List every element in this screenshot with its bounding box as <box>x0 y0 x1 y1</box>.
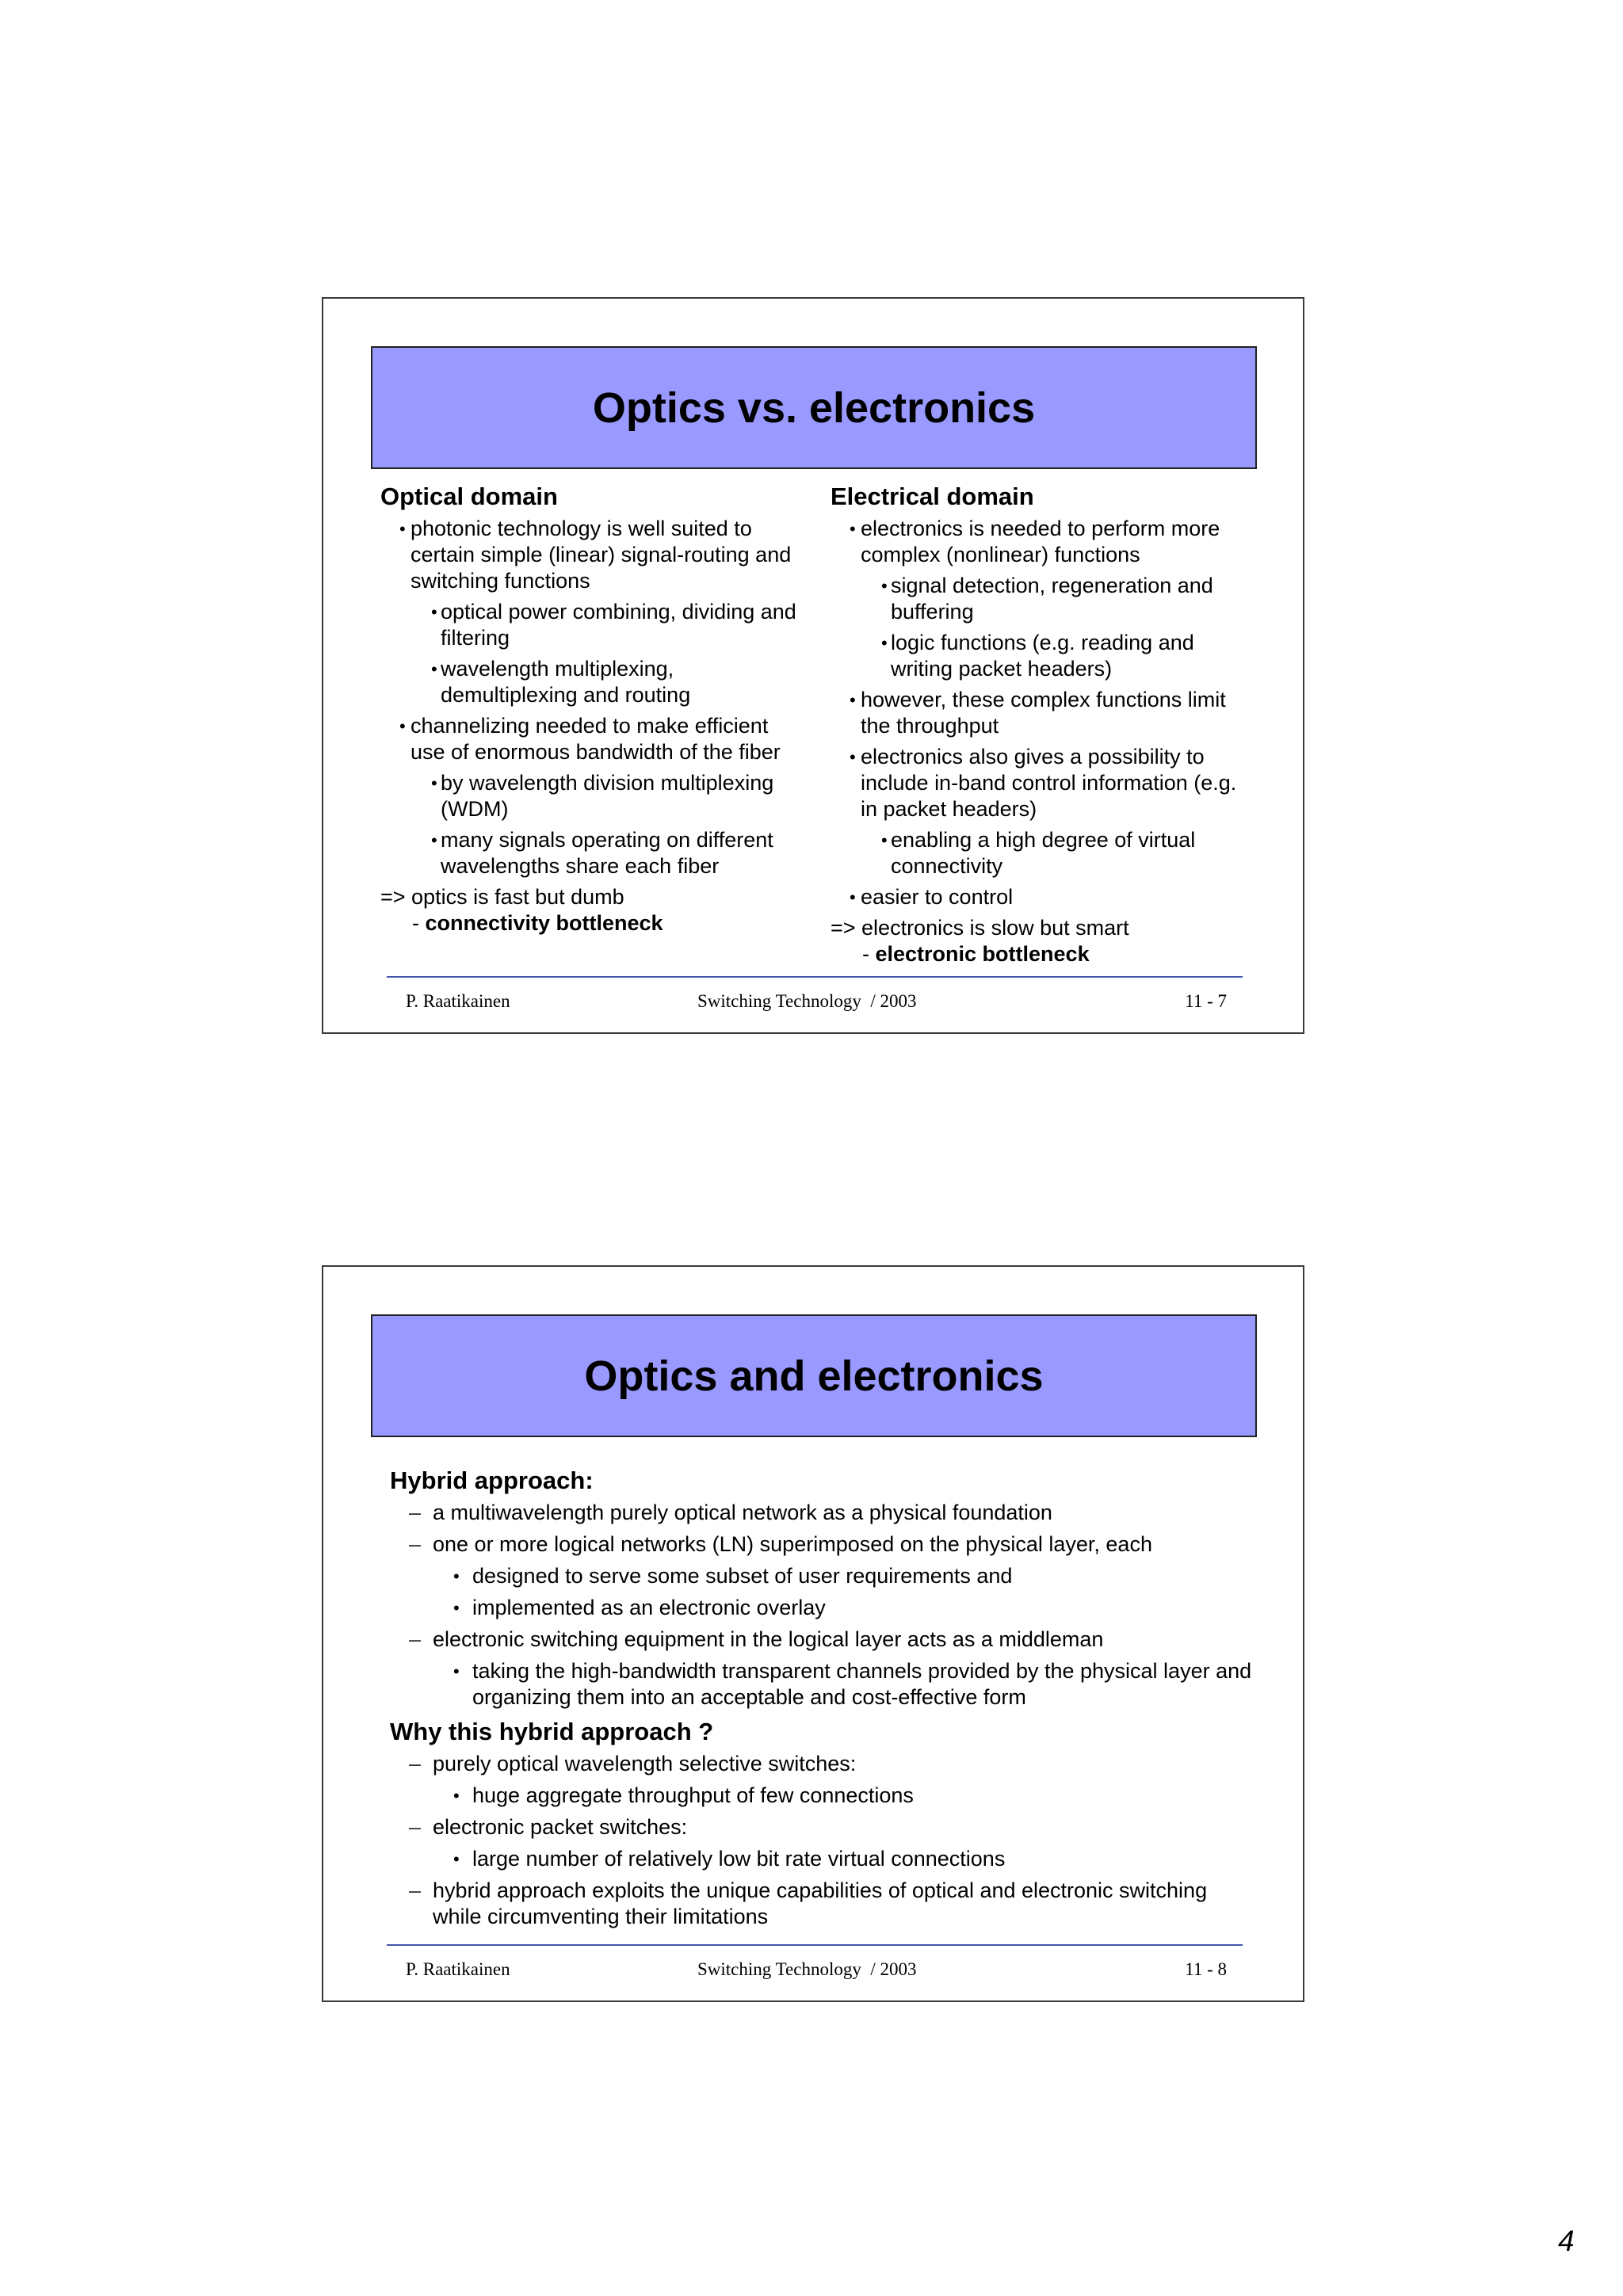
list-item: • electronics also gives a possibility to include in-band control information (e.g. in packet headers) <box>831 744 1258 822</box>
list-item: • optical power combining, dividing and filtering <box>380 599 808 651</box>
electrical-domain-column <box>831 481 1258 967</box>
footer-divider <box>387 976 1243 978</box>
list-item: • electronics is needed to perform more complex (nonlinear) functions <box>831 516 1258 568</box>
list-item: – one or more logical networks (LN) superimposed on the physical layer, each <box>390 1531 1262 1558</box>
list-item: • implemented as an electronic overlay <box>390 1595 1262 1621</box>
list-item: • channelizing needed to make efficient use of enormous bandwidth of the fiber <box>380 713 808 765</box>
list-item: • taking the high-bandwidth transparent channels provided by the physical layer and organizing them into an acceptable and cost-effective form <box>390 1658 1262 1711</box>
bullet-list <box>380 516 808 879</box>
list-item: • easier to control <box>831 884 1258 910</box>
list-item: – purely optical wavelength selective switches: <box>390 1751 1262 1777</box>
slide-optics-vs-electronics <box>322 297 1304 1034</box>
section-heading: Why this hybrid approach ? <box>390 1718 714 1745</box>
footer-divider <box>387 1944 1243 1946</box>
list-item: • signal detection, regeneration and buffering <box>831 573 1258 625</box>
footer-author: P. Raatikainen <box>406 991 510 1011</box>
slide-body <box>390 1465 1262 1936</box>
footer-slide-number: 11 - 8 <box>1185 1959 1227 1979</box>
slide-title-box <box>371 346 1257 469</box>
slide-title: Optics and electronics <box>584 1352 1044 1400</box>
optical-domain-column <box>380 481 808 936</box>
column-heading: Electrical domain <box>831 482 1034 510</box>
list-item: • huge aggregate throughput of few connections <box>390 1783 1262 1809</box>
list-item: • large number of relatively low bit rate virtual connections <box>390 1846 1262 1872</box>
list-item: • many signals operating on different wavelengths share each fiber <box>380 827 808 879</box>
conclusion-dash: - <box>862 942 876 966</box>
item-list <box>390 1751 1262 1930</box>
list-item: • enabling a high degree of virtual connectivity <box>831 827 1258 879</box>
footer-course: Switching Technology / 2003 <box>697 991 917 1011</box>
conclusion-sub <box>831 941 1258 967</box>
section-heading: Hybrid approach: <box>390 1466 594 1494</box>
footer-course: Switching Technology / 2003 <box>697 1959 917 1979</box>
list-item: • by wavelength division multiplexing (WDM) <box>380 770 808 822</box>
conclusion <box>380 884 808 936</box>
list-item: • however, these complex functions limit the throughput <box>831 687 1258 739</box>
conclusion-dash: - <box>412 911 426 935</box>
bottleneck-label: connectivity bottleneck <box>425 911 663 935</box>
bullet-list <box>831 516 1258 910</box>
conclusion-text: => optics is fast but dumb <box>380 885 624 909</box>
list-item: • designed to serve some subset of user requirements and <box>390 1563 1262 1589</box>
item-list <box>390 1500 1262 1711</box>
column-heading: Optical domain <box>380 482 558 510</box>
conclusion-sub <box>380 910 808 936</box>
conclusion <box>831 915 1258 967</box>
list-item: • photonic technology is well suited to certain simple (linear) signal-routing and switching functions <box>380 516 808 594</box>
list-item: – hybrid approach exploits the unique capabilities of optical and electronic switching while circumventing their limitations <box>390 1878 1262 1930</box>
slide-title: Optics vs. electronics <box>592 383 1036 432</box>
page-number: 4 <box>1558 2225 1575 2257</box>
bottleneck-label: electronic bottleneck <box>875 942 1090 966</box>
conclusion-text: => electronics is slow but smart <box>831 916 1129 940</box>
slide-title-box <box>371 1314 1257 1437</box>
footer-author: P. Raatikainen <box>406 1959 510 1979</box>
list-item: – electronic switching equipment in the logical layer acts as a middleman <box>390 1627 1262 1653</box>
list-item: • logic functions (e.g. reading and writing packet headers) <box>831 630 1258 682</box>
list-item: – electronic packet switches: <box>390 1814 1262 1840</box>
list-item: – a multiwavelength purely optical network as a physical foundation <box>390 1500 1262 1526</box>
list-item: • wavelength multiplexing, demultiplexing and routing <box>380 656 808 708</box>
footer-slide-number: 11 - 7 <box>1185 991 1227 1011</box>
slide-optics-and-electronics <box>322 1265 1304 2002</box>
